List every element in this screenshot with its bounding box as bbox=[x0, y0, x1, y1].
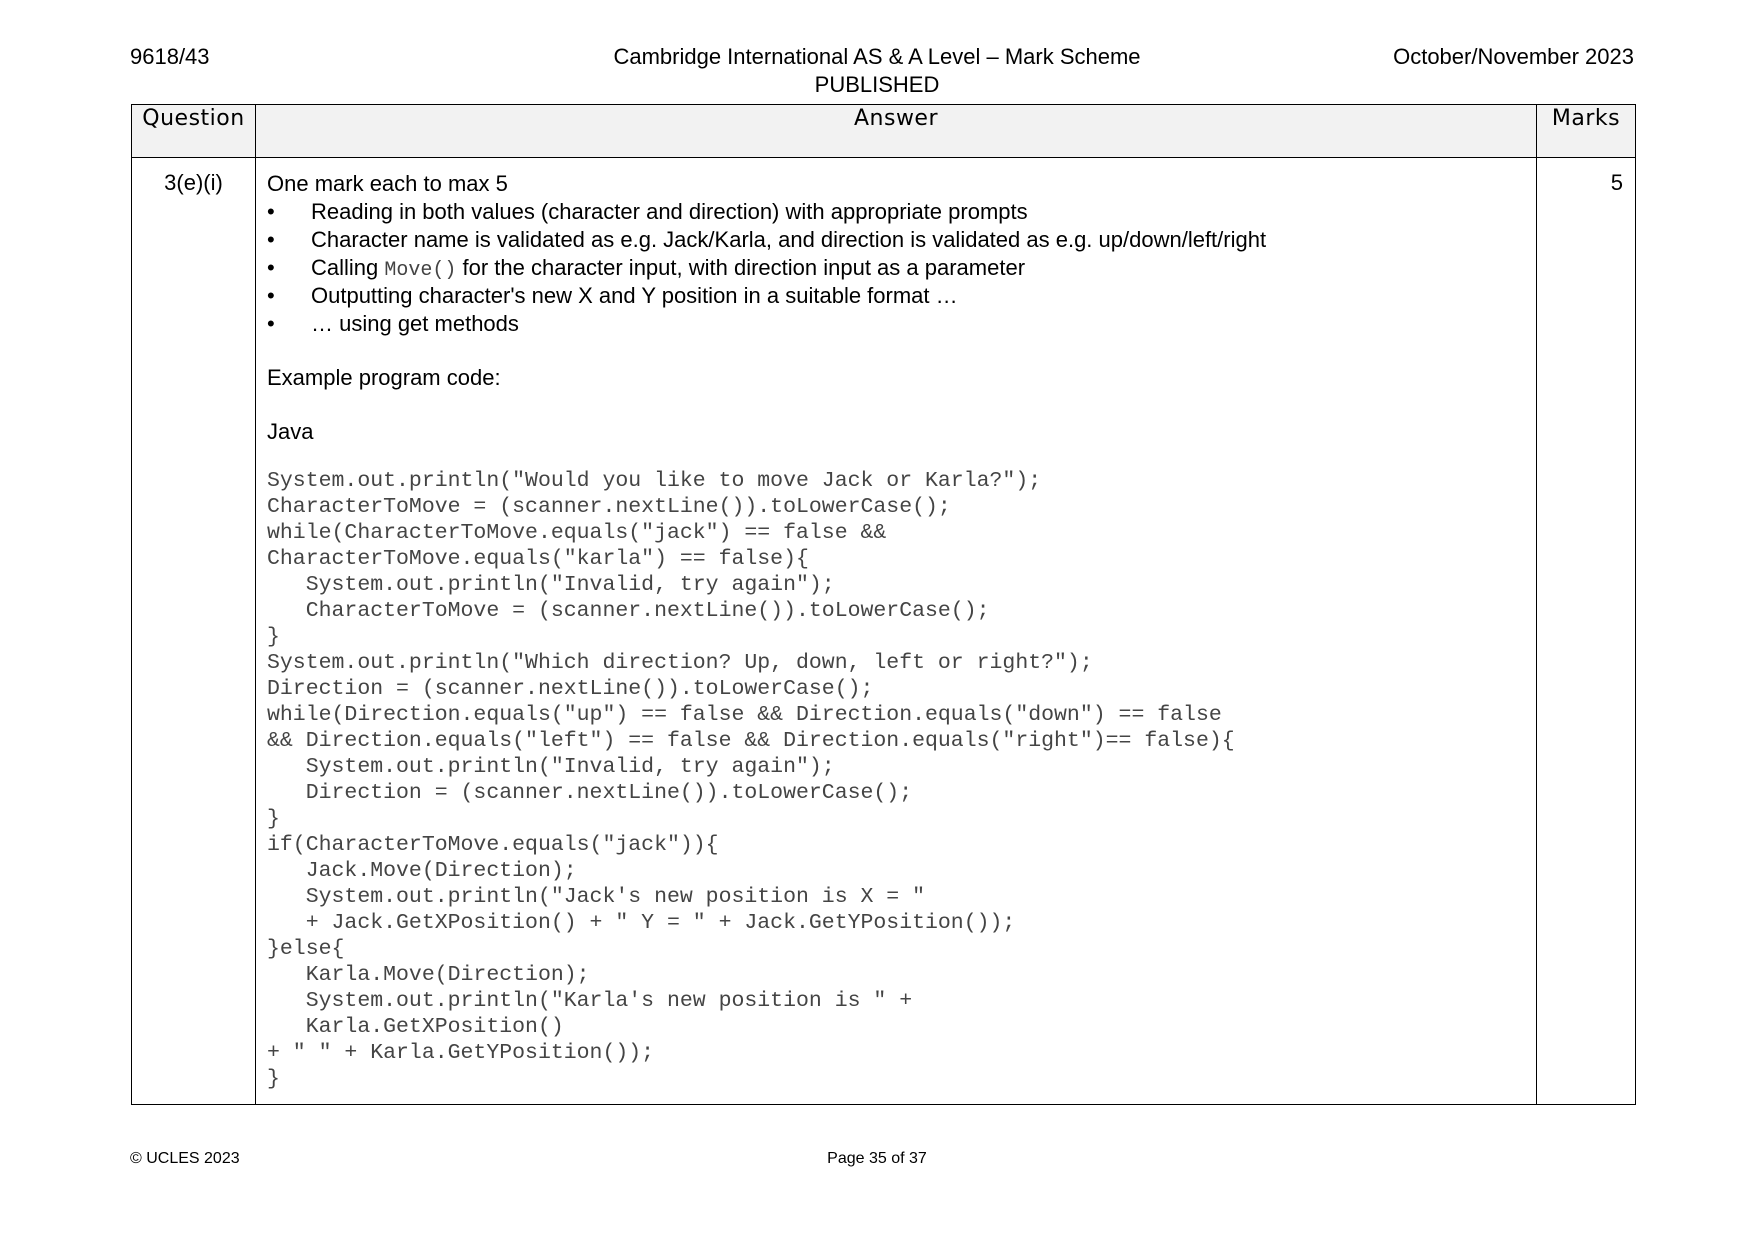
code-line: Direction = (scanner.nextLine()).toLowerCase(); bbox=[267, 677, 874, 701]
code-line: System.out.println("Invalid, try again"); bbox=[267, 573, 835, 597]
exam-session: October/November 2023 bbox=[1393, 44, 1634, 69]
code-line: System.out.println("Karla's new position is " + bbox=[267, 989, 913, 1013]
code-line: Karla.GetXPosition() bbox=[267, 1015, 564, 1039]
mark-point: • Reading in both values (character and direction) with appropriate prompts bbox=[267, 198, 1536, 226]
code-line: } bbox=[267, 807, 280, 831]
code-line: Karla.Move(Direction); bbox=[267, 963, 590, 987]
mark-scheme-table bbox=[131, 104, 1636, 1105]
mark-points-list bbox=[267, 198, 1536, 338]
inline-code-move: Move() bbox=[384, 259, 457, 282]
code-line: while(Direction.equals("up") == false && Direction.equals("down") == false bbox=[267, 703, 1222, 727]
table-row bbox=[132, 158, 1636, 1105]
marks-value: 5 bbox=[1537, 158, 1636, 1105]
code-line: System.out.println("Which direction? Up, down, left or right?"); bbox=[267, 651, 1093, 675]
column-header-marks: Marks bbox=[1537, 105, 1636, 158]
column-header-answer: Answer bbox=[256, 105, 1537, 158]
code-line: System.out.println("Invalid, try again"); bbox=[267, 755, 835, 779]
copyright-notice: © UCLES 2023 bbox=[130, 1150, 240, 1167]
document-title: Cambridge International AS & A Level – Mark Scheme bbox=[613, 44, 1141, 69]
code-line: System.out.println("Would you like to move Jack or Karla?"); bbox=[267, 469, 1042, 493]
column-header-question: Question bbox=[132, 105, 256, 158]
mark-point: • Outputting character's new X and Y position in a suitable format … bbox=[267, 282, 1536, 310]
java-code-block bbox=[267, 468, 1536, 1092]
code-line: Jack.Move(Direction); bbox=[267, 859, 577, 883]
mark-point-text: Calling bbox=[311, 255, 385, 280]
code-line: System.out.println("Jack's new position is X = " bbox=[267, 885, 926, 909]
code-line: CharacterToMove = (scanner.nextLine()).toLowerCase(); bbox=[267, 495, 951, 519]
example-code-label: Example program code: bbox=[267, 365, 501, 390]
question-number: 3(e)(i) bbox=[132, 158, 256, 1105]
answer-intro: One mark each to max 5 bbox=[267, 171, 508, 196]
answer-cell bbox=[256, 158, 1537, 1105]
code-line: CharacterToMove.equals("karla") == false){ bbox=[267, 547, 809, 571]
code-line: CharacterToMove = (scanner.nextLine()).toLowerCase(); bbox=[267, 599, 990, 623]
document-code: 9618/43 bbox=[130, 44, 210, 69]
code-line: Direction = (scanner.nextLine()).toLowerCase(); bbox=[267, 781, 913, 805]
mark-point bbox=[267, 254, 1536, 282]
code-line: } bbox=[267, 625, 280, 649]
page-number: Page 35 of 37 bbox=[827, 1150, 927, 1167]
code-line: + " " + Karla.GetYPosition()); bbox=[267, 1041, 655, 1065]
published-label: PUBLISHED bbox=[814, 72, 940, 97]
table-header-row bbox=[132, 105, 1636, 158]
code-line: }else{ bbox=[267, 937, 345, 961]
mark-point-text: for the character input, with direction input as a parameter bbox=[456, 255, 1026, 280]
mark-point: • Character name is validated as e.g. Jack/Karla, and direction is validated as e.g. up/down/left/right bbox=[267, 226, 1536, 254]
code-line: while(CharacterToMove.equals("jack") == false && bbox=[267, 521, 887, 545]
language-label: Java bbox=[267, 419, 314, 444]
code-line: } bbox=[267, 1067, 280, 1091]
mark-point: • … using get methods bbox=[267, 310, 1536, 338]
code-line: + Jack.GetXPosition() + " Y = " + Jack.GetYPosition()); bbox=[267, 911, 1016, 935]
code-line: if(CharacterToMove.equals("jack")){ bbox=[267, 833, 719, 857]
code-line: && Direction.equals("left") == false && Direction.equals("right")== false){ bbox=[267, 729, 1235, 753]
